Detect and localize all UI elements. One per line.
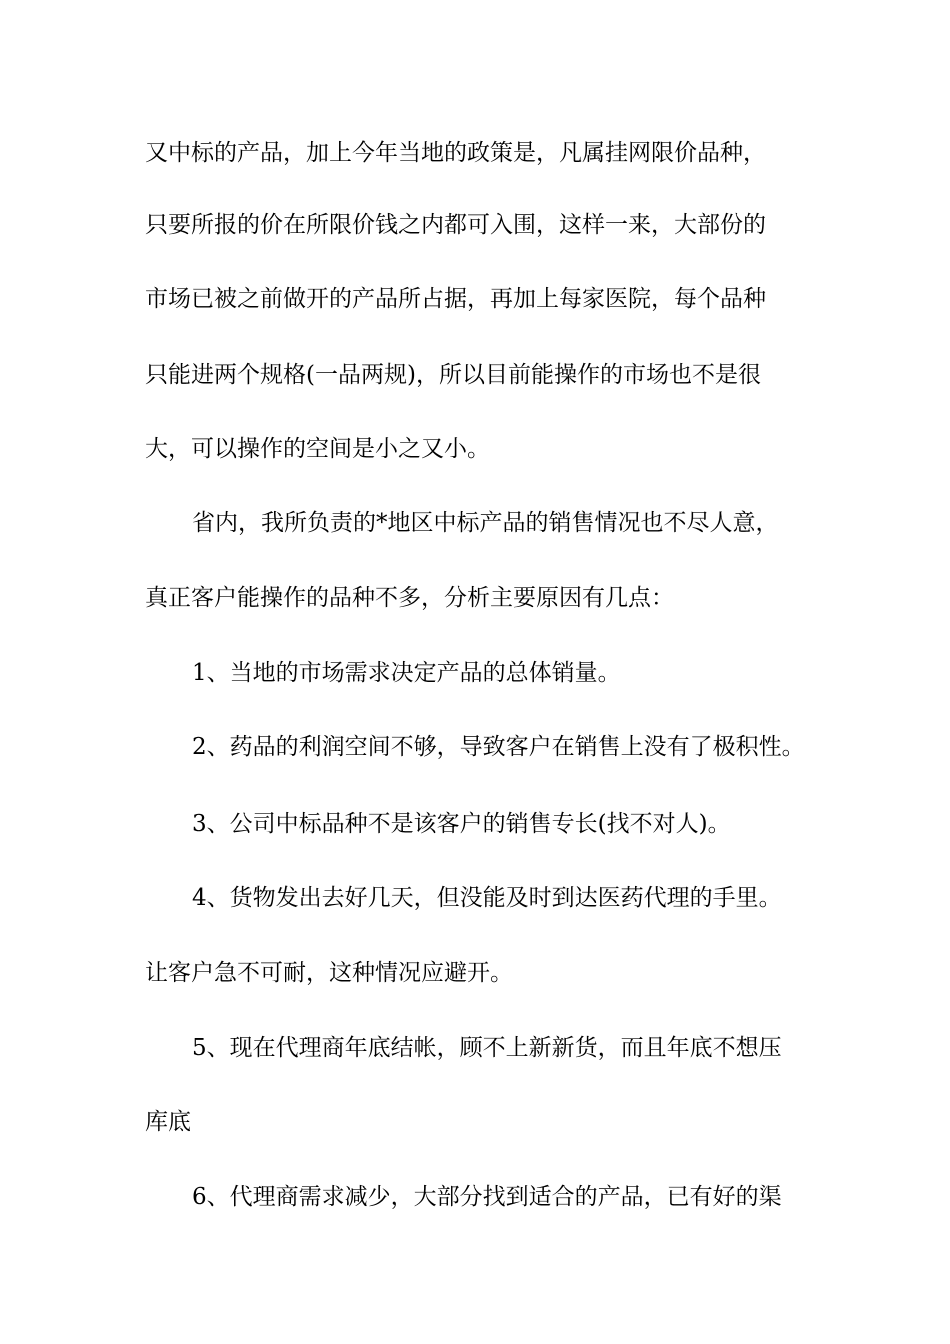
text-line-10: 3、公司中标品种不是该客户的销售专长(找不对人)。	[192, 811, 731, 837]
text-line-7: 真正客户能操作的品种不多，分析主要原因有几点：	[145, 585, 674, 611]
text-line-15: 6、代理商需求减少，大部分找到适合的产品，已有好的渠	[192, 1184, 782, 1210]
text-line-9: 2、药品的利润空间不够，导致客户在销售上没有了极积性。	[192, 734, 805, 760]
text-line-14: 库底	[145, 1109, 191, 1135]
text-line-6: 省内，我所负责的*地区中标产品的销售情况也不尽人意，	[192, 510, 779, 536]
text-line-13: 5、现在代理商年底结帐，顾不上新新货，而且年底不想压	[192, 1035, 782, 1061]
text-line-11: 4、货物发出去好几天，但没能及时到达医药代理的手里。	[192, 885, 782, 911]
text-line-12: 让客户急不可耐，这种情况应避开。	[145, 960, 513, 986]
text-line-1: 又中标的产品，加上今年当地的政策是，凡属挂网限价品种，	[145, 140, 766, 166]
text-line-4: 只能进两个规格(一品两规)，所以目前能操作的市场也不是很	[145, 362, 761, 388]
text-line-3: 市场已被之前做开的产品所占据，再加上每家医院，每个品种	[145, 286, 766, 312]
text-line-8: 1、当地的市场需求决定产品的总体销量。	[192, 660, 621, 686]
text-line-5: 大，可以操作的空间是小之又小。	[145, 436, 490, 462]
text-line-2: 只要所报的价在所限价钱之内都可入围，这样一来，大部份的	[145, 212, 766, 238]
